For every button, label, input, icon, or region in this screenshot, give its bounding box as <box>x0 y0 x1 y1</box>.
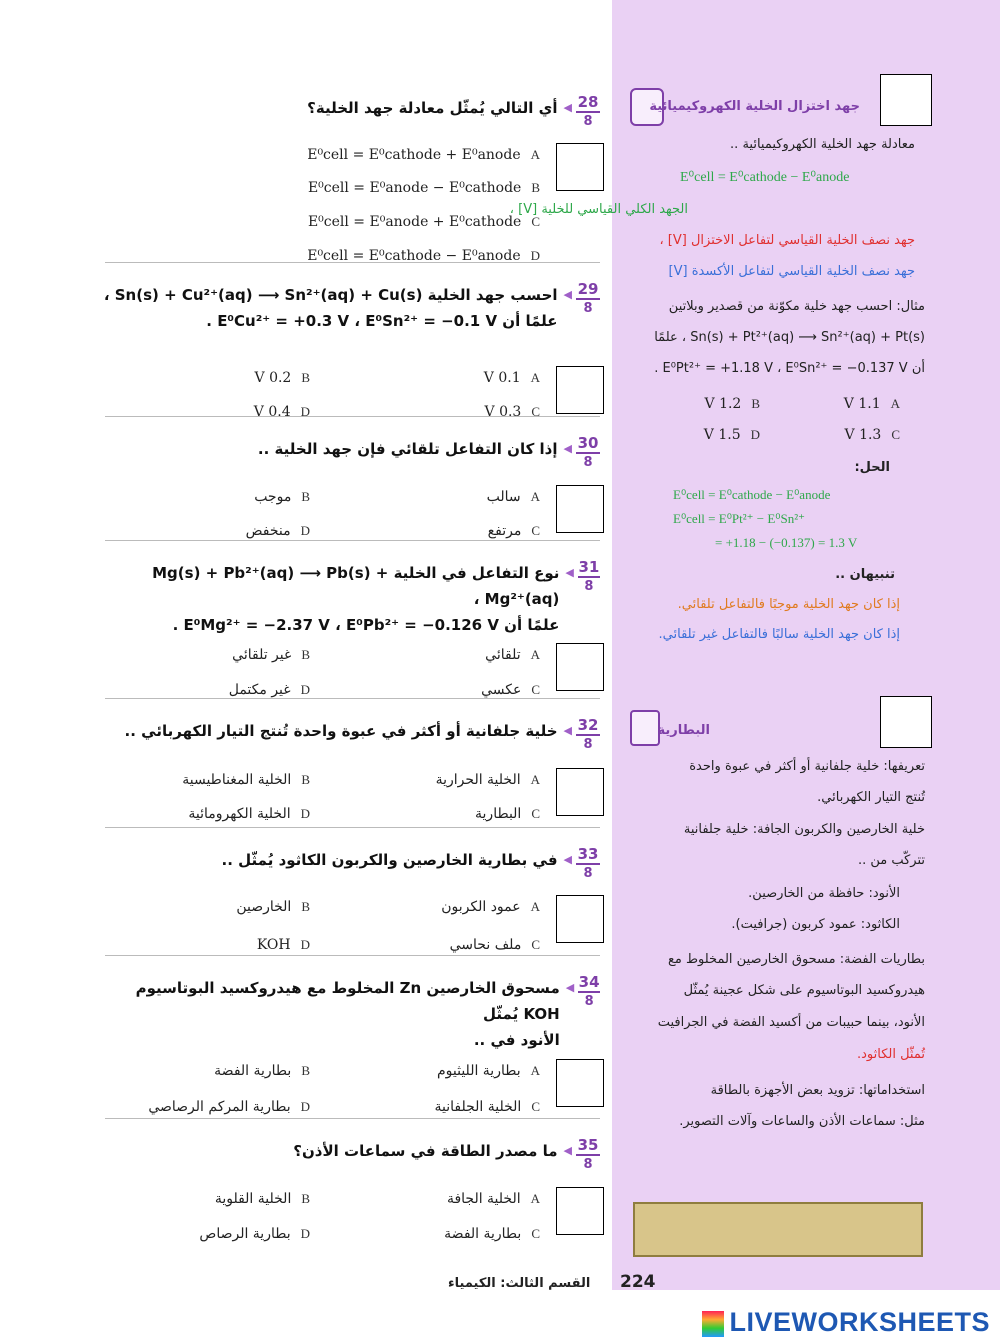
solution-line: E⁰cell = E⁰Pt²⁺ − E⁰Sn²⁺ <box>673 511 805 526</box>
question-text: احسب جهد الخلية Sn(s) + Cu²⁺(aq) ⟶ Sn²⁺(aq) + Cu(s) ، <box>103 286 558 304</box>
question-badge: $\frac{29}{8}$ <box>577 280 599 316</box>
question-29 <box>100 280 600 330</box>
notes-title: تنبيهان .. <box>835 567 895 582</box>
question-35 <box>100 1138 600 1178</box>
battery-definition: تُنتج التيار الكهربائي. <box>817 790 925 805</box>
option-a[interactable]: A عمود الكربون <box>441 899 540 915</box>
cell-equation: E⁰cell = E⁰cathode − E⁰anode <box>680 170 850 185</box>
battery-uses: مثل: سماعات الأذن والساعات وآلات التصوير. <box>679 1114 925 1129</box>
battery-uses: استخداماتها: تزويد بعض الأجهزة بالطاقة <box>710 1083 925 1098</box>
question-31 <box>100 558 600 634</box>
option-c[interactable]: C مرتفع <box>487 523 540 539</box>
question-34 <box>100 973 600 1049</box>
option-d[interactable]: D E⁰cell = E⁰cathode − E⁰anode <box>307 248 540 264</box>
option-d[interactable]: D غير مكتمل <box>228 682 310 698</box>
option-d[interactable]: D بطارية المركم الرصاصي <box>148 1099 310 1115</box>
battery-definition: تعريفها: خلية جلفانية أو أكثر في عبوة واحدة <box>689 759 925 774</box>
option-b[interactable]: B الخارصين <box>236 899 310 915</box>
question-30 <box>100 436 600 476</box>
qr-code-icon[interactable] <box>556 895 604 943</box>
divider <box>105 827 600 828</box>
battery-text: تُمثّل الكاثود. <box>856 1047 925 1062</box>
qr-code-icon[interactable] <box>556 768 604 816</box>
option-a[interactable]: A بطارية الليثيوم <box>436 1063 540 1079</box>
question-28 <box>100 95 600 135</box>
option-c[interactable]: C 0.3 V <box>484 404 540 420</box>
arrow-icon: ◀ <box>563 724 572 737</box>
question-text: أي التالي يُمثّل معادلة جهد الخلية؟ <box>307 99 558 117</box>
option-b[interactable]: B موجب <box>254 489 310 505</box>
arrow-icon: ◀ <box>563 853 572 866</box>
qr-code-icon[interactable] <box>880 74 932 126</box>
qr-code-icon[interactable] <box>556 485 604 533</box>
example-option-d[interactable]: D 1.5 V <box>703 427 760 443</box>
divider <box>105 416 600 417</box>
option-c[interactable]: C بطارية الفضة <box>444 1226 540 1242</box>
question-text: في بطارية الخارصين والكربون الكاثود يُمثّل .. <box>221 851 558 869</box>
solution-line: E⁰cell = E⁰cathode − E⁰anode <box>673 487 831 502</box>
section-title: البطارية <box>657 723 710 738</box>
sidebar-bullet: معادلة جهد الخلية الكهروكيميائية .. <box>730 137 915 152</box>
arrow-icon: ◀ <box>565 981 575 994</box>
qr-code-icon[interactable] <box>556 1187 604 1235</box>
section-footer: القسم الثالث: الكيمياء <box>448 1276 591 1291</box>
divider <box>105 540 600 541</box>
example-option-b[interactable]: B 1.2 V <box>704 396 760 412</box>
battery-text: تتركّب من .. <box>857 853 925 868</box>
section-title: جهد اختزال الخلية الكهروكيميائية <box>649 99 860 114</box>
option-b[interactable]: B 0.2 V <box>254 370 310 386</box>
battery-text: هيدروكسيد البوتاسيوم على شكل عجينة يُمثّل <box>683 983 925 998</box>
question-text-2: علمًا أن E⁰Cu²⁺ = +0.3 V ، E⁰Sn²⁺ = −0.1 V . <box>206 312 558 330</box>
qr-code-icon[interactable] <box>556 1059 604 1107</box>
battery-text: بطاريات الفضة: مسحوق الخارصين المخلوط مع <box>668 952 925 967</box>
option-c[interactable]: C البطارية <box>475 806 540 822</box>
option-d[interactable]: D 0.4 V <box>253 404 310 420</box>
battery-text: الكاثود: عمود كربون (جرافيت). <box>731 917 900 932</box>
option-a[interactable]: A الخلية الحرارية <box>435 772 540 788</box>
solution-line: = +1.18 − (−0.137) = 1.3 V <box>715 535 858 550</box>
question-badge: $\frac{30}{8}$ <box>577 434 599 470</box>
question-text: ما مصدر الطاقة في سماعات الأذن؟ <box>293 1142 558 1160</box>
legend-line: جهد نصف الخلية القياسي لتفاعل الاختزال [V] ، <box>659 233 915 248</box>
solution-label: الحل: <box>854 460 890 475</box>
option-a[interactable]: A 0.1 V <box>483 370 540 386</box>
battery-icon <box>630 710 660 746</box>
battery-text: الأنود: حافظة من الخارصين. <box>748 886 900 901</box>
option-b[interactable]: B غير تلقائي <box>232 647 310 663</box>
question-badge: $\frac{35}{8}$ <box>577 1136 599 1172</box>
option-d[interactable]: D منخفض <box>245 523 310 539</box>
arrow-icon: ◀ <box>563 442 572 455</box>
option-a[interactable]: A تلقائي <box>485 647 540 663</box>
question-33 <box>100 847 600 887</box>
question-text: إذا كان التفاعل تلقائي فإن جهد الخلية .. <box>257 440 558 458</box>
option-c[interactable]: C الخلية الجلفانية <box>434 1099 540 1115</box>
example-text: مثال: احسب جهد خلية مكوّنة من قصدير وبلاتين <box>668 299 925 314</box>
qr-code-icon[interactable] <box>556 366 604 414</box>
qr-code-icon[interactable] <box>556 143 604 191</box>
option-a[interactable]: A الخلية الجافة <box>446 1191 540 1207</box>
question-badge: $\frac{32}{8}$ <box>577 716 599 752</box>
option-b[interactable]: B بطارية الفضة <box>214 1063 310 1079</box>
question-text: نوع التفاعل في الخلية Mg(s) + Pb²⁺(aq) ⟶ Pb(s) + Mg²⁺(aq) ، <box>152 564 560 608</box>
note-line: إذا كان جهد الخلية موجبًا فالتفاعل تلقائي. <box>677 597 900 612</box>
question-text: خلية جلفانية أو أكثر في عبوة واحدة تُنتج التيار الكهربائي .. <box>124 722 558 740</box>
option-b[interactable]: B E⁰cell = E⁰anode − E⁰cathode <box>307 180 540 196</box>
arrow-icon: ◀ <box>563 288 572 301</box>
example-option-a[interactable]: A 1.1 V <box>843 396 900 412</box>
page-number: 224 <box>620 1272 656 1292</box>
liveworksheets-logo: LIVEWORKSHEETS <box>702 1307 990 1338</box>
arrow-icon: ◀ <box>565 566 574 579</box>
option-d[interactable]: D بطارية الرصاص <box>199 1226 310 1242</box>
divider <box>105 698 600 699</box>
battery-text: خلية الخارصين والكربون الجافة: خلية جلفانية <box>683 822 925 837</box>
divider <box>105 1118 600 1119</box>
battery-text: الأنود، بينما حبيبات من أكسيد الفضة في الجرافيت <box>657 1015 925 1030</box>
question-badge: $\frac{28}{8}$ <box>577 93 599 129</box>
option-d[interactable]: D KOH <box>256 937 310 953</box>
question-badge: $\frac{34}{8}$ <box>578 973 600 1009</box>
question-text-2: علمًا أن E⁰Mg²⁺ = −2.37 V ، E⁰Pb²⁺ = −0.126 V . <box>172 616 560 634</box>
question-badge: $\frac{31}{8}$ <box>578 558 600 594</box>
option-b[interactable]: B الخلية المغناطيسية <box>182 772 310 788</box>
qr-code-icon[interactable] <box>556 643 604 691</box>
question-text: مسحوق الخارصين Zn المخلوط مع هيدروكسيد البوتاسيوم KOH يُمثّل <box>135 979 560 1023</box>
legend-line: جهد نصف الخلية القياسي لتفاعل الأكسدة [V] <box>668 264 915 279</box>
option-a[interactable]: A سالب <box>486 489 540 505</box>
legend-line: الجهد الكلي القياسي للخلية [V] ، <box>509 202 688 217</box>
divider <box>105 262 600 263</box>
option-d[interactable]: D الخلية الكهرومائية <box>188 806 310 822</box>
qr-code-icon[interactable] <box>880 696 932 748</box>
example-text: أن E⁰Pt²⁺ = +1.18 V ، E⁰Sn²⁺ = −0.137 V . <box>654 361 925 376</box>
option-c[interactable]: C عكسي <box>481 682 540 698</box>
example-text: Sn(s) + Pt²⁺(aq) ⟶ Sn²⁺(aq) + Pt(s) ، علمًا <box>654 330 925 345</box>
example-option-c[interactable]: C 1.3 V <box>844 427 900 443</box>
option-a[interactable]: A E⁰cell = E⁰cathode + E⁰anode <box>307 147 540 163</box>
note-line: إذا كان جهد الخلية سالبًا فالتفاعل غير تلقائي. <box>658 627 900 642</box>
option-b[interactable]: B الخلية القلوية <box>214 1191 310 1207</box>
arrow-icon: ◀ <box>563 101 572 114</box>
question-text-2: الأنود في .. <box>473 1031 560 1049</box>
option-c[interactable]: C E⁰cell = E⁰anode + E⁰cathode <box>307 214 540 230</box>
arrow-icon: ◀ <box>563 1144 572 1157</box>
divider <box>105 955 600 956</box>
question-badge: $\frac{33}{8}$ <box>577 845 599 881</box>
answer-box[interactable] <box>633 1202 923 1257</box>
option-c[interactable]: C ملف نحاسي <box>449 937 540 953</box>
question-32 <box>100 718 600 758</box>
